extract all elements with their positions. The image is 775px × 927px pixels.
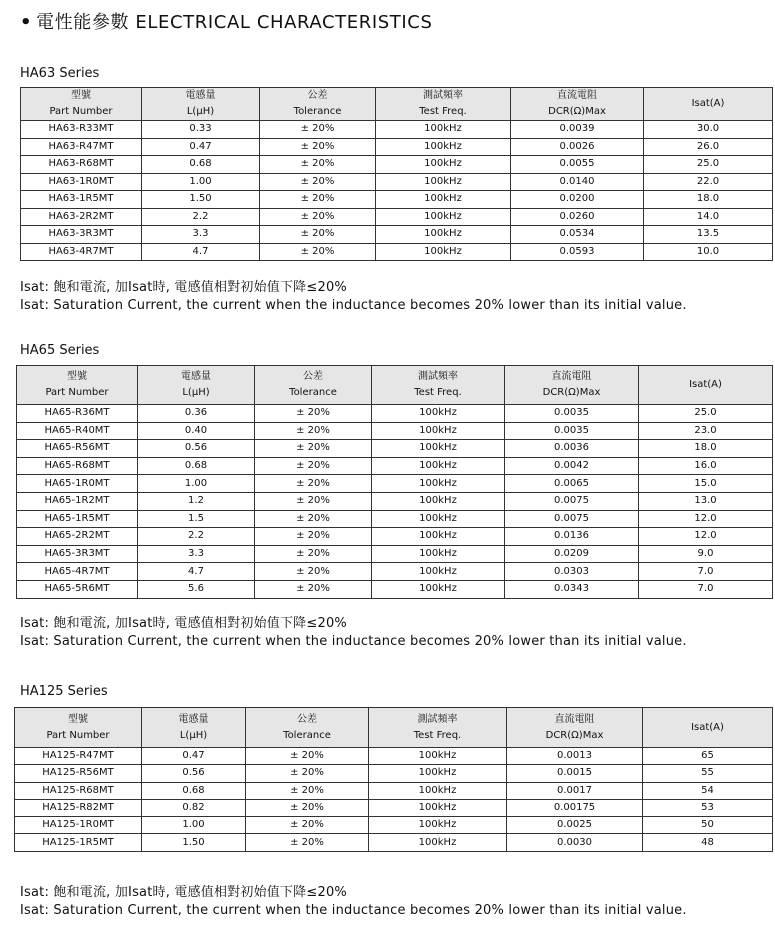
table-row xyxy=(21,173,773,191)
header-tolerance xyxy=(255,366,372,405)
header-isat: Isat(A) xyxy=(691,98,725,109)
isat-note-cn-3: Isat: 飽和電流, 加Isat時, 電感值相對初始值下降≤20% xyxy=(20,885,347,900)
header-test-freq xyxy=(376,88,511,121)
cell-dcr: 0.0343 xyxy=(505,580,639,598)
cell-tolerance: ± 20% xyxy=(246,817,369,834)
table-row xyxy=(17,510,773,528)
table-row xyxy=(17,545,773,563)
cell-dcr: 0.0075 xyxy=(505,492,639,510)
cell-isat: 55 xyxy=(643,765,773,782)
header-test-freq xyxy=(369,708,507,748)
cell-tolerance: ± 20% xyxy=(255,510,372,528)
header-isat xyxy=(639,366,773,405)
cell-inductance: 1.00 xyxy=(142,173,260,191)
cell-tolerance: ± 20% xyxy=(255,422,372,440)
header-tolerance-en: Tolerance xyxy=(289,387,337,398)
cell-test-freq: 100kHz xyxy=(369,799,507,816)
spec-table-ha65 xyxy=(16,365,773,599)
cell-dcr: 0.0030 xyxy=(507,834,643,851)
header-tolerance xyxy=(246,708,369,748)
cell-isat: 30.0 xyxy=(644,121,773,139)
cell-dcr: 0.0140 xyxy=(511,173,644,191)
header-inductance-cn: 電感量 xyxy=(185,90,216,101)
cell-test-freq: 100kHz xyxy=(369,834,507,851)
cell-part-number: HA63-R33MT xyxy=(21,121,142,139)
cell-inductance: 1.2 xyxy=(138,492,255,510)
cell-test-freq: 100kHz xyxy=(376,138,511,156)
table-row xyxy=(21,243,773,261)
cell-tolerance: ± 20% xyxy=(260,243,376,261)
header-tolerance-en: Tolerance xyxy=(283,729,331,741)
cell-part-number: HA65-R56MT xyxy=(17,440,138,458)
cell-inductance: 0.56 xyxy=(138,440,255,458)
header-part-number-en: Part Number xyxy=(49,106,113,117)
cell-dcr: 0.0035 xyxy=(505,422,639,440)
cell-test-freq: 100kHz xyxy=(369,782,507,799)
table-row xyxy=(21,208,773,226)
cell-part-number: HA63-1R5MT xyxy=(21,191,142,209)
header-inductance xyxy=(138,366,255,405)
cell-dcr: 0.0026 xyxy=(511,138,644,156)
header-part-number-cn: 型號 xyxy=(67,371,87,382)
cell-test-freq: 100kHz xyxy=(376,173,511,191)
cell-dcr: 0.0075 xyxy=(505,510,639,528)
table-row xyxy=(15,748,773,765)
cell-inductance: 0.40 xyxy=(138,422,255,440)
cell-dcr: 0.0209 xyxy=(505,545,639,563)
cell-isat: 25.0 xyxy=(644,156,773,174)
header-tolerance-en: Tolerance xyxy=(293,106,342,117)
section-heading-ha65: HA65 Series xyxy=(20,343,100,358)
cell-test-freq: 100kHz xyxy=(369,817,507,834)
header-dcr xyxy=(505,366,639,405)
cell-inductance: 0.47 xyxy=(142,748,246,765)
cell-isat: 13.5 xyxy=(644,226,773,244)
cell-test-freq: 100kHz xyxy=(369,748,507,765)
cell-dcr: 0.0015 xyxy=(507,765,643,782)
header-part-number xyxy=(21,88,142,121)
cell-dcr: 0.0013 xyxy=(507,748,643,765)
cell-test-freq: 100kHz xyxy=(372,510,505,528)
cell-isat: 25.0 xyxy=(639,405,773,423)
header-isat xyxy=(643,708,773,748)
header-inductance xyxy=(142,708,246,748)
cell-isat: 15.0 xyxy=(639,475,773,493)
cell-part-number: HA125-1R5MT xyxy=(15,834,142,851)
cell-inductance: 1.00 xyxy=(138,475,255,493)
header-row xyxy=(17,366,773,405)
cell-test-freq: 100kHz xyxy=(372,492,505,510)
cell-isat: 26.0 xyxy=(644,138,773,156)
table-row xyxy=(17,528,773,546)
cell-test-freq: 100kHz xyxy=(372,405,505,423)
spec-table-ha125 xyxy=(14,707,773,852)
cell-inductance: 1.50 xyxy=(142,834,246,851)
cell-test-freq: 100kHz xyxy=(372,457,505,475)
table-row xyxy=(15,782,773,799)
header-inductance-cn: 電感量 xyxy=(178,713,209,725)
header-isat: Isat(A) xyxy=(689,379,722,390)
cell-inductance: 2.2 xyxy=(138,528,255,546)
cell-part-number: HA125-1R0MT xyxy=(15,817,142,834)
cell-test-freq: 100kHz xyxy=(376,243,511,261)
table-row xyxy=(17,457,773,475)
cell-test-freq: 100kHz xyxy=(372,475,505,493)
header-part-number-cn: 型號 xyxy=(68,713,88,725)
header-dcr-en: DCR(Ω)Max xyxy=(542,387,601,398)
header-dcr-cn: 直流電阻 xyxy=(557,90,597,101)
table-row xyxy=(21,226,773,244)
header-test-freq-cn: 測試頻率 xyxy=(423,90,463,101)
cell-tolerance: ± 20% xyxy=(260,121,376,139)
cell-part-number: HA65-1R2MT xyxy=(17,492,138,510)
cell-inductance: 1.5 xyxy=(138,510,255,528)
cell-dcr: 0.0534 xyxy=(511,226,644,244)
cell-test-freq: 100kHz xyxy=(372,580,505,598)
isat-note-en-2: Isat: Saturation Current, the current when the inductance becomes 20% lower than its initial value. xyxy=(20,634,687,649)
cell-dcr: 0.0065 xyxy=(505,475,639,493)
cell-inductance: 5.6 xyxy=(138,580,255,598)
cell-dcr: 0.0039 xyxy=(511,121,644,139)
cell-part-number: HA65-2R2MT xyxy=(17,528,138,546)
table-row xyxy=(17,422,773,440)
cell-part-number: HA63-R68MT xyxy=(21,156,142,174)
header-test-freq-en: Test Freq. xyxy=(414,387,462,398)
header-tolerance-cn: 公差 xyxy=(303,371,323,382)
cell-inductance: 4.7 xyxy=(138,563,255,581)
cell-tolerance: ± 20% xyxy=(246,782,369,799)
header-isat xyxy=(644,88,773,121)
cell-part-number: HA65-R36MT xyxy=(17,405,138,423)
header-inductance-en: L(μH) xyxy=(186,106,215,117)
header-row xyxy=(21,88,773,121)
header-tolerance-cn: 公差 xyxy=(307,90,328,101)
cell-isat: 18.0 xyxy=(644,191,773,209)
cell-dcr: 0.0200 xyxy=(511,191,644,209)
cell-tolerance: ± 20% xyxy=(246,748,369,765)
table-row xyxy=(15,834,773,851)
header-test-freq-en: Test Freq. xyxy=(419,106,467,117)
cell-test-freq: 100kHz xyxy=(372,422,505,440)
cell-part-number: HA125-R68MT xyxy=(15,782,142,799)
cell-dcr: 0.0303 xyxy=(505,563,639,581)
cell-part-number: HA63-2R2MT xyxy=(21,208,142,226)
cell-test-freq: 100kHz xyxy=(376,191,511,209)
cell-dcr: 0.0260 xyxy=(511,208,644,226)
cell-part-number: HA125-R47MT xyxy=(15,748,142,765)
cell-tolerance: ± 20% xyxy=(255,580,372,598)
table-row xyxy=(17,580,773,598)
cell-inductance: 2.2 xyxy=(142,208,260,226)
cell-tolerance: ± 20% xyxy=(260,138,376,156)
table-row xyxy=(17,492,773,510)
cell-tolerance: ± 20% xyxy=(255,440,372,458)
cell-isat: 54 xyxy=(643,782,773,799)
cell-isat: 16.0 xyxy=(639,457,773,475)
cell-tolerance: ± 20% xyxy=(260,156,376,174)
cell-tolerance: ± 20% xyxy=(260,208,376,226)
isat-note-en-3: Isat: Saturation Current, the current when the inductance becomes 20% lower than its initial value. xyxy=(20,903,687,918)
cell-part-number: HA65-R68MT xyxy=(17,457,138,475)
cell-part-number: HA65-4R7MT xyxy=(17,563,138,581)
spec-table-ha63 xyxy=(20,87,773,261)
cell-test-freq: 100kHz xyxy=(372,563,505,581)
cell-inductance: 0.36 xyxy=(138,405,255,423)
table-row xyxy=(15,765,773,782)
header-dcr-cn: 直流電阻 xyxy=(551,371,592,382)
cell-inductance: 1.00 xyxy=(142,817,246,834)
cell-isat: 53 xyxy=(643,799,773,816)
cell-tolerance: ± 20% xyxy=(260,226,376,244)
header-test-freq-cn: 測試頻率 xyxy=(418,371,458,382)
table-row xyxy=(17,440,773,458)
header-part-number xyxy=(15,708,142,748)
header-inductance-en: L(μH) xyxy=(179,729,208,741)
cell-tolerance: ± 20% xyxy=(255,528,372,546)
cell-part-number: HA65-3R3MT xyxy=(17,545,138,563)
cell-part-number: HA63-3R3MT xyxy=(21,226,142,244)
cell-isat: 23.0 xyxy=(639,422,773,440)
table-row xyxy=(17,405,773,423)
cell-inductance: 1.50 xyxy=(142,191,260,209)
cell-isat: 10.0 xyxy=(644,243,773,261)
cell-part-number: HA65-5R6MT xyxy=(17,580,138,598)
cell-inductance: 0.82 xyxy=(142,799,246,816)
cell-isat: 14.0 xyxy=(644,208,773,226)
table-row xyxy=(21,121,773,139)
cell-dcr: 0.0055 xyxy=(511,156,644,174)
cell-inductance: 0.47 xyxy=(142,138,260,156)
cell-test-freq: 100kHz xyxy=(369,765,507,782)
table-row xyxy=(15,817,773,834)
cell-dcr: 0.0036 xyxy=(505,440,639,458)
cell-isat: 9.0 xyxy=(639,545,773,563)
cell-isat: 7.0 xyxy=(639,580,773,598)
cell-isat: 13.0 xyxy=(639,492,773,510)
cell-test-freq: 100kHz xyxy=(376,226,511,244)
header-inductance-cn: 電感量 xyxy=(181,371,211,382)
cell-part-number: HA63-R47MT xyxy=(21,138,142,156)
cell-tolerance: ± 20% xyxy=(255,492,372,510)
cell-inductance: 4.7 xyxy=(142,243,260,261)
header-part-number xyxy=(17,366,138,405)
cell-tolerance: ± 20% xyxy=(255,475,372,493)
cell-part-number: HA63-1R0MT xyxy=(21,173,142,191)
isat-note-en: Isat: Saturation Current, the current when the inductance becomes 20% lower than its initial value. xyxy=(20,298,687,313)
header-tolerance-cn: 公差 xyxy=(297,713,317,725)
cell-dcr: 0.00175 xyxy=(507,799,643,816)
cell-inductance: 3.3 xyxy=(138,545,255,563)
cell-test-freq: 100kHz xyxy=(372,545,505,563)
table-row xyxy=(21,191,773,209)
section-heading-ha125: HA125 Series xyxy=(20,684,108,699)
header-tolerance xyxy=(260,88,376,121)
cell-isat: 18.0 xyxy=(639,440,773,458)
cell-tolerance: ± 20% xyxy=(255,563,372,581)
cell-dcr: 0.0136 xyxy=(505,528,639,546)
cell-test-freq: 100kHz xyxy=(376,156,511,174)
header-row xyxy=(15,708,773,748)
cell-inductance: 0.68 xyxy=(142,156,260,174)
isat-note-cn: Isat: 飽和電流, 加Isat時, 電感值相對初始值下降≤20% xyxy=(20,280,347,295)
cell-isat: 12.0 xyxy=(639,528,773,546)
cell-tolerance: ± 20% xyxy=(260,191,376,209)
cell-tolerance: ± 20% xyxy=(255,457,372,475)
isat-note-cn-2: Isat: 飽和電流, 加Isat時, 電感值相對初始值下降≤20% xyxy=(20,616,347,631)
cell-dcr: 0.0593 xyxy=(511,243,644,261)
table-row xyxy=(17,563,773,581)
cell-tolerance: ± 20% xyxy=(246,765,369,782)
header-dcr-cn: 直流電阻 xyxy=(554,713,595,725)
cell-inductance: 3.3 xyxy=(142,226,260,244)
section-heading-ha63: HA63 Series xyxy=(20,66,100,81)
cell-test-freq: 100kHz xyxy=(372,528,505,546)
cell-isat: 12.0 xyxy=(639,510,773,528)
cell-part-number: HA65-1R5MT xyxy=(17,510,138,528)
cell-inductance: 0.68 xyxy=(142,782,246,799)
header-test-freq-en: Test Freq. xyxy=(413,729,462,741)
header-dcr-en: DCR(Ω)Max xyxy=(548,106,606,117)
cell-inductance: 0.33 xyxy=(142,121,260,139)
header-inductance xyxy=(142,88,260,121)
cell-inductance: 0.68 xyxy=(138,457,255,475)
header-part-number-en: Part Number xyxy=(46,729,110,741)
table-row xyxy=(21,138,773,156)
cell-isat: 48 xyxy=(643,834,773,851)
header-dcr-en: DCR(Ω)Max xyxy=(545,729,604,741)
cell-isat: 50 xyxy=(643,817,773,834)
table-row xyxy=(21,156,773,174)
cell-tolerance: ± 20% xyxy=(246,834,369,851)
bullet-icon: • xyxy=(20,12,33,33)
cell-part-number: HA65-R40MT xyxy=(17,422,138,440)
cell-part-number: HA125-R56MT xyxy=(15,765,142,782)
cell-isat: 22.0 xyxy=(644,173,773,191)
cell-test-freq: 100kHz xyxy=(376,208,511,226)
cell-test-freq: 100kHz xyxy=(372,440,505,458)
cell-part-number: HA125-R82MT xyxy=(15,799,142,816)
cell-inductance: 0.56 xyxy=(142,765,246,782)
cell-dcr: 0.0025 xyxy=(507,817,643,834)
cell-tolerance: ± 20% xyxy=(255,405,372,423)
cell-isat: 7.0 xyxy=(639,563,773,581)
table-row xyxy=(17,475,773,493)
cell-tolerance: ± 20% xyxy=(260,173,376,191)
cell-test-freq: 100kHz xyxy=(376,121,511,139)
header-dcr xyxy=(511,88,644,121)
cell-tolerance: ± 20% xyxy=(246,799,369,816)
header-test-freq xyxy=(372,366,505,405)
header-test-freq-cn: 測試頻率 xyxy=(417,713,458,725)
header-part-number-en: Part Number xyxy=(45,387,109,398)
header-dcr xyxy=(507,708,643,748)
table-row xyxy=(15,799,773,816)
cell-dcr: 0.0017 xyxy=(507,782,643,799)
cell-part-number: HA65-1R0MT xyxy=(17,475,138,493)
page-title-text: 電性能參數 ELECTRICAL CHARACTERISTICS xyxy=(36,12,433,33)
cell-tolerance: ± 20% xyxy=(255,545,372,563)
cell-dcr: 0.0035 xyxy=(505,405,639,423)
header-part-number-cn: 型號 xyxy=(71,90,91,101)
header-isat: Isat(A) xyxy=(691,721,724,733)
page-title xyxy=(20,8,432,34)
cell-dcr: 0.0042 xyxy=(505,457,639,475)
cell-part-number: HA63-4R7MT xyxy=(21,243,142,261)
header-inductance-en: L(μH) xyxy=(182,387,210,398)
cell-isat: 65 xyxy=(643,748,773,765)
